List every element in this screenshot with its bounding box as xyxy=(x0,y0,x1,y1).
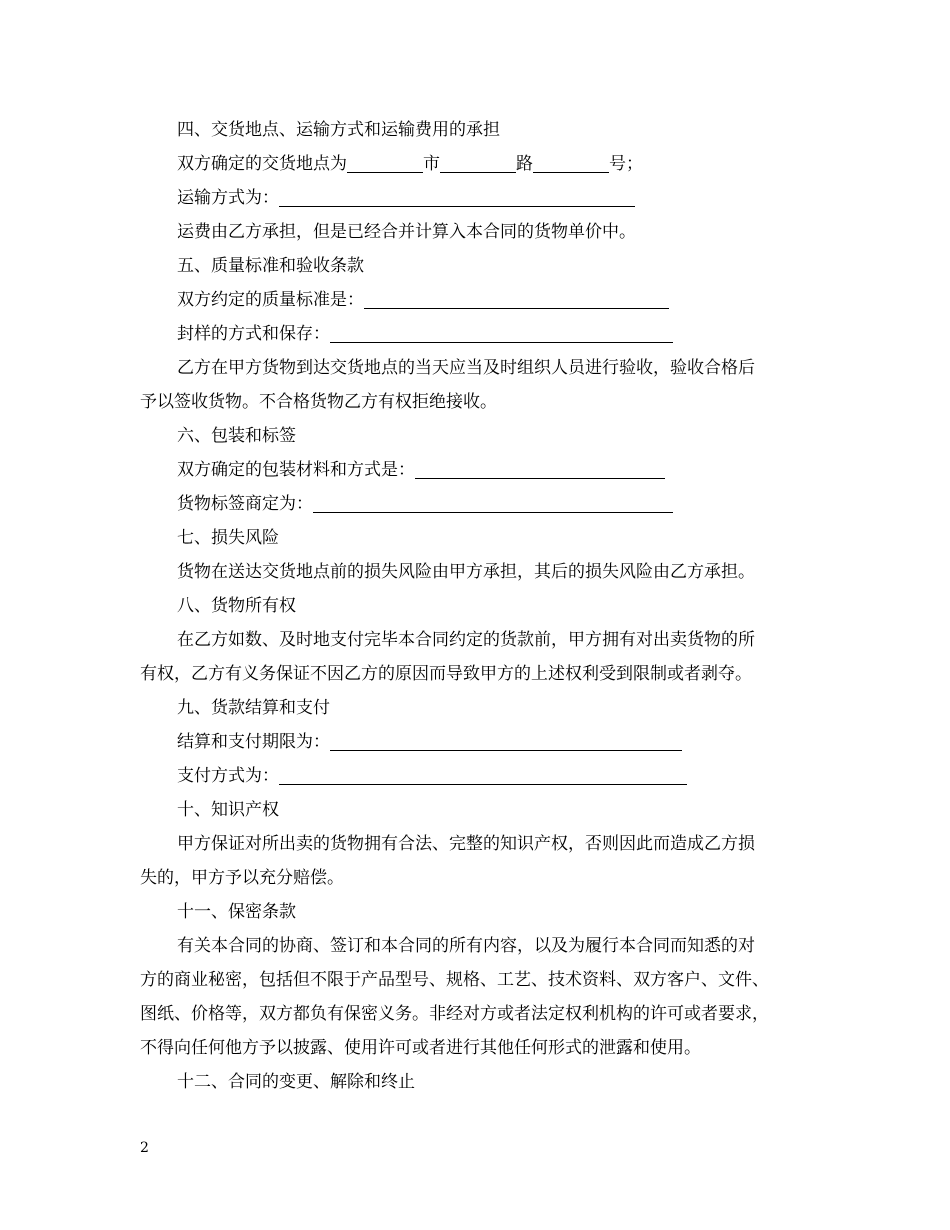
paragraph-line: 予以签收货物。不合格货物乙方有权拒绝接收。 xyxy=(140,392,497,412)
section-heading-termination: 十二、合同的变更、解除和终止 xyxy=(177,1072,415,1092)
quality-standard-line: 双方约定的质量标准是： xyxy=(140,283,840,317)
road-blank[interactable] xyxy=(440,150,516,173)
payment-method-blank[interactable] xyxy=(279,762,687,785)
section-heading-risk: 七、损失风险 xyxy=(177,528,279,548)
paragraph-line: 乙方在甲方货物到达交货地点的当天应当及时组织人员进行验收，验收合格后 xyxy=(177,358,755,378)
contract-body xyxy=(140,113,840,1099)
paragraph-line: 不得向任何他方予以披露、使用许可或者进行其他任何形式的泄露和使用。 xyxy=(140,1038,701,1058)
paragraph-line: 有权，乙方有义务保证不因乙方的原因而导致甲方的上述权利受到限制或者剥夺。 xyxy=(140,664,752,684)
payment-term-blank[interactable] xyxy=(330,728,682,751)
paragraph-line: 货物在送达交货地点前的损失风险由甲方承担，其后的损失风险由乙方承担。 xyxy=(177,562,755,582)
city-blank[interactable] xyxy=(347,150,423,173)
page-number: 2 xyxy=(140,1140,149,1156)
paragraph-line: 方的商业秘密，包括但不限于产品型号、规格、工艺、技术资料、双方客户、文件、 xyxy=(140,970,769,990)
section-heading-confidentiality: 十一、保密条款 xyxy=(177,902,296,922)
section-heading-delivery: 四、交货地点、运输方式和运输费用的承担 xyxy=(177,120,500,140)
packaging-material-blank[interactable] xyxy=(415,456,665,479)
paragraph-line: 失的，甲方予以充分赔偿。 xyxy=(140,868,344,888)
number-blank[interactable] xyxy=(533,150,609,173)
payment-method-line: 支付方式为： xyxy=(140,759,840,793)
paragraph-line: 运费由乙方承担，但是已经合并计算入本合同的货物单价中。 xyxy=(177,222,636,242)
label-line: 货物标签商定为： xyxy=(140,487,840,521)
packaging-material-line: 双方确定的包装材料和方式是： xyxy=(140,453,840,487)
paragraph-line: 在乙方如数、及时地支付完毕本合同约定的货款前，甲方拥有对出卖货物的所 xyxy=(177,630,755,650)
delivery-location-line: 双方确定的交货地点为 市 路 号； xyxy=(140,147,840,181)
payment-term-line: 结算和支付期限为： xyxy=(140,725,840,759)
section-heading-ownership: 八、货物所有权 xyxy=(177,596,296,616)
sample-sealing-line: 封样的方式和保存： xyxy=(140,317,840,351)
transport-method-line: 运输方式为： xyxy=(140,181,840,215)
section-heading-packaging: 六、包装和标签 xyxy=(177,426,296,446)
paragraph-line: 有关本合同的协商、签订和本合同的所有内容，以及为履行本合同而知悉的对 xyxy=(177,936,755,956)
transport-method-blank[interactable] xyxy=(279,184,635,207)
label-blank[interactable] xyxy=(313,490,673,513)
section-heading-ip: 十、知识产权 xyxy=(177,800,279,820)
paragraph-line: 甲方保证对所出卖的货物拥有合法、完整的知识产权，否则因此而造成乙方损 xyxy=(177,834,755,854)
section-heading-quality: 五、质量标准和验收条款 xyxy=(177,256,364,276)
sample-sealing-blank[interactable] xyxy=(330,320,673,343)
section-heading-payment: 九、货款结算和支付 xyxy=(177,698,330,718)
quality-standard-blank[interactable] xyxy=(364,286,669,309)
paragraph-line: 图纸、价格等，双方都负有保密义务。非经对方或者法定权利机构的许可或者要求， xyxy=(140,1004,769,1024)
